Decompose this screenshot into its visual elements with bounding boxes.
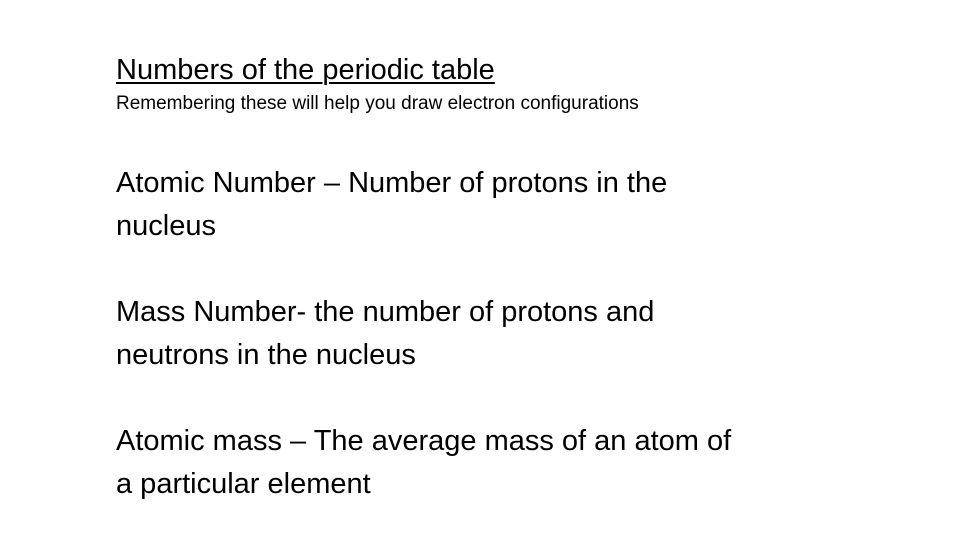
definition-line: Atomic mass – The average mass of an atom of	[116, 425, 732, 457]
definitions-list	[116, 162, 836, 506]
definition-atomic-mass	[116, 420, 836, 506]
slide-content	[116, 52, 836, 506]
definition-line: Mass Number- the number of protons and	[116, 296, 655, 328]
definition-atomic-number	[116, 162, 836, 248]
definition-line: neutrons in the nucleus	[116, 339, 416, 371]
definition-line: a particular element	[116, 468, 371, 500]
definition-mass-number	[116, 291, 836, 377]
slide-subtitle: Remembering these will help you draw electron configurations	[116, 93, 639, 114]
definition-line: nucleus	[116, 210, 216, 242]
slide-title: Numbers of the periodic table	[116, 54, 495, 86]
definition-line: Atomic Number – Number of protons in the	[116, 167, 668, 199]
